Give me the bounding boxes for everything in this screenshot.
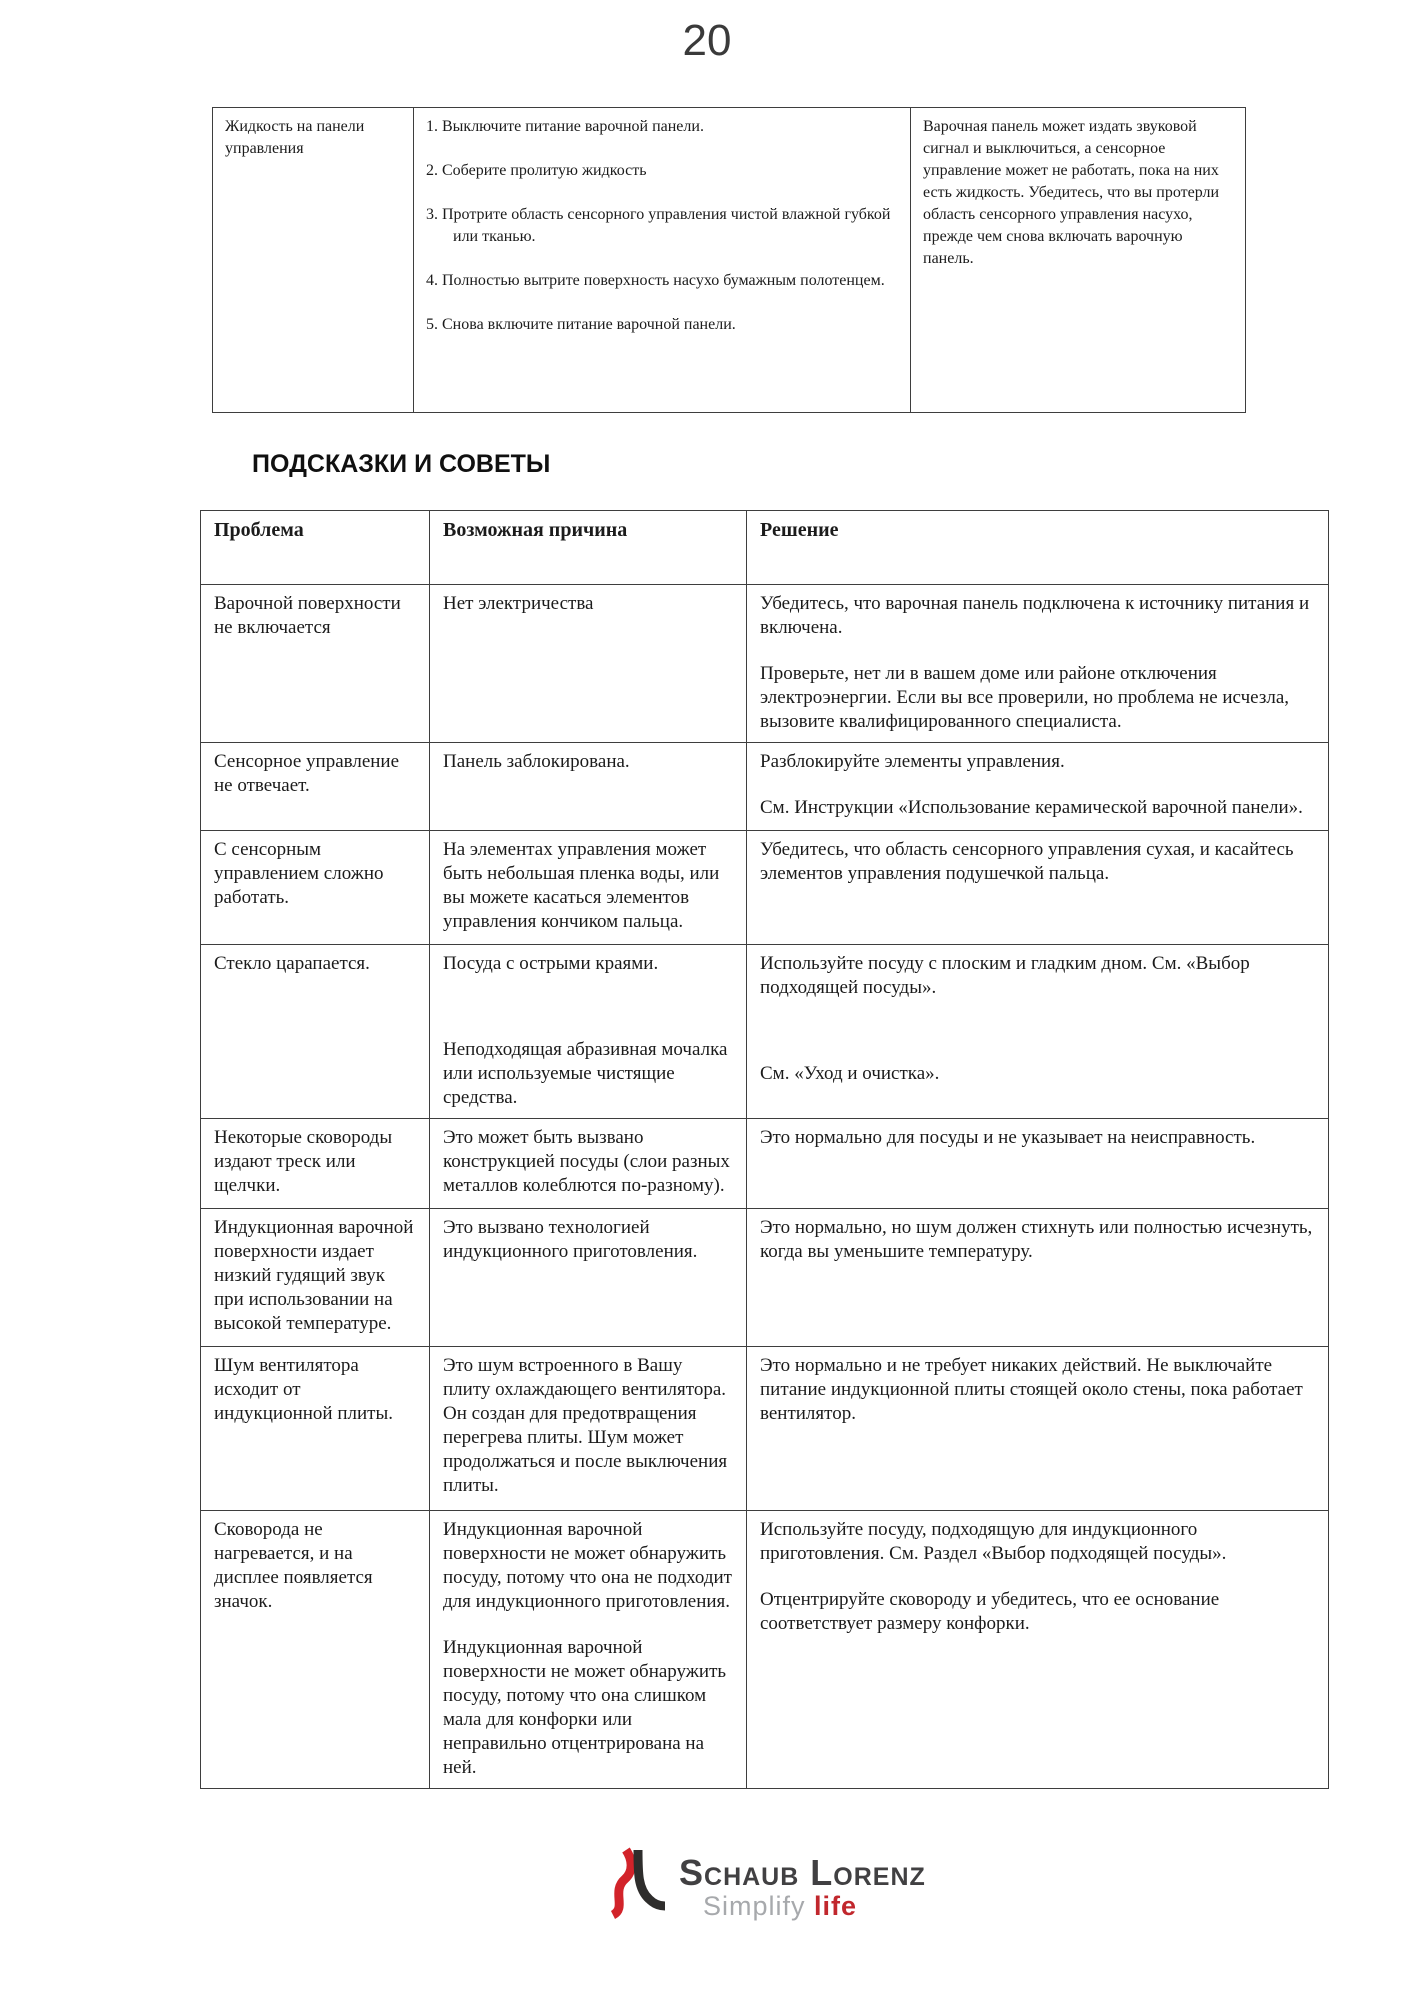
cause-cell	[430, 831, 747, 945]
cause-paragraph: Это вызвано технологией индукционного приготовления.	[443, 1217, 698, 1262]
problem-paragraph: Некоторые сковороды издают треск или щелчки.	[214, 1127, 393, 1196]
problem-cell	[201, 743, 430, 831]
cause-cell	[430, 1511, 747, 1789]
cause-cell	[430, 743, 747, 831]
header-cause: Возможная причина	[430, 511, 747, 585]
spill-step: 4. Полностью вытрите поверхность насухо бумажным полотенцем.	[426, 272, 885, 289]
problem-paragraph: Сенсорное управление не отвечает.	[214, 751, 400, 796]
tips-header-row	[201, 511, 1329, 585]
problem-cell	[201, 1511, 430, 1789]
solution-cell	[747, 1119, 1329, 1209]
solution-paragraph: Убедитесь, что варочная панель подключена к источнику питания и включена.	[760, 593, 1310, 638]
cause-paragraph	[443, 998, 733, 1016]
spill-step: 3. Протрите область сенсорного управления чистой влажной губкой или тканью.	[426, 206, 891, 245]
tips-row	[201, 743, 1329, 831]
spill-step: 2. Соберите пролитую жидкость	[426, 162, 647, 179]
spill-problem-cell	[213, 108, 414, 413]
tips-row	[201, 1511, 1329, 1789]
tips-table	[200, 510, 1329, 1789]
solution-paragraph: См. Инструкции «Использование керамической варочной панели».	[760, 797, 1303, 818]
solution-cell	[747, 743, 1329, 831]
page-number: 20	[682, 16, 732, 65]
tagline-life: life	[814, 1891, 858, 1921]
spill-note-text: Варочная панель может издать звуковой сигнал и выключиться, а сенсорное управление может не работать, пока на них есть жидкость. Убедитесь, что вы протерли область сенсорного управления насухо, прежде чем снова включать варочную панель.	[923, 118, 1220, 267]
tips-row	[201, 831, 1329, 945]
cause-paragraph: Индукционная варочной поверхности не может обнаружить посуду, потому что она слишком мала для конфорки или неправильно отцентрирована на ней.	[443, 1637, 727, 1778]
solution-cell	[747, 1209, 1329, 1347]
brand-logo	[603, 1840, 926, 1920]
solution-paragraph: См. «Уход и очистка».	[760, 1063, 940, 1084]
cause-paragraph: Посуда с острыми краями.	[443, 953, 659, 974]
brand-tagline	[703, 1892, 926, 1920]
tips-row	[201, 1347, 1329, 1511]
problem-cell	[201, 585, 430, 743]
section-title: ПОДСКАЗКИ И СОВЕТЫ	[252, 450, 551, 478]
cause-paragraph: Панель заблокирована.	[443, 751, 630, 772]
cause-paragraph: Это шум встроенного в Вашу плиту охлаждающего вентилятора. Он создан для предотвращения перегрева плиты. Шум может продолжаться и после выключения плиты.	[443, 1355, 728, 1496]
spill-troubleshooting-table	[212, 107, 1246, 413]
cause-cell	[430, 945, 747, 1119]
solution-paragraph: Это нормально для посуды и не указывает на неисправность.	[760, 1127, 1256, 1148]
solution-cell	[747, 831, 1329, 945]
logo-text-block	[679, 1852, 926, 1921]
spill-row	[213, 108, 1246, 413]
problem-cell	[201, 831, 430, 945]
cause-cell	[430, 585, 747, 743]
schaub-lorenz-sl-icon	[603, 1844, 665, 1920]
header-solution: Решение	[747, 511, 1329, 585]
cause-paragraph: Неподходящая абразивная мочалка или используемые чистящие средства.	[443, 1039, 728, 1108]
solution-paragraph: Проверьте, нет ли в вашем доме или районе отключения электроэнергии. Если вы все проверили, но проблема не исчезла, вызовите квалифицированного специалиста.	[760, 663, 1290, 732]
solution-paragraph: Это нормально и не требует никаких действий. Не выключайте питание индукционной плиты стоящей около стены, пока работает вентилятор.	[760, 1355, 1303, 1424]
solution-paragraph: Используйте посуду, подходящую для индукционного приготовления. См. Раздел «Выбор подходящей посуды».	[760, 1519, 1227, 1564]
brand-name: Schaub Lorenz	[679, 1852, 926, 1893]
cause-cell	[430, 1209, 747, 1347]
solution-cell	[747, 1347, 1329, 1511]
solution-paragraph: Разблокируйте элементы управления.	[760, 751, 1065, 772]
solution-paragraph: Это нормально, но шум должен стихнуть или полностью исчезнуть, когда вы уменьшите температуру.	[760, 1217, 1313, 1262]
cause-cell	[430, 1119, 747, 1209]
solution-cell	[747, 585, 1329, 743]
problem-paragraph: Варочной поверхности не включается	[214, 593, 401, 638]
problem-cell	[201, 1209, 430, 1347]
problem-paragraph: Сковорода не нагревается, и на дисплее появляется значок.	[214, 1519, 373, 1612]
problem-paragraph: Индукционная варочной поверхности издает низкий гудящий звук при использовании на высокой температуре.	[214, 1217, 414, 1334]
cause-cell	[430, 1347, 747, 1511]
solution-cell	[747, 1511, 1329, 1789]
header-problem: Проблема	[201, 511, 430, 585]
problem-cell	[201, 1119, 430, 1209]
problem-paragraph: Стекло царапается.	[214, 953, 370, 974]
tips-table-body	[201, 585, 1329, 1789]
tips-row	[201, 585, 1329, 743]
solution-paragraph: Отцентрируйте сковороду и убедитесь, что ее основание соответствует размеру конфорки.	[760, 1589, 1220, 1634]
problem-paragraph: С сенсорным управлением сложно работать.	[214, 839, 384, 908]
solution-paragraph	[760, 1022, 1315, 1040]
solution-cell	[747, 945, 1329, 1119]
problem-paragraph: Шум вентилятора исходит от индукционной плиты.	[214, 1355, 393, 1424]
spill-step: 1. Выключите питание варочной панели.	[426, 118, 704, 135]
tagline-simplify: Simplify	[703, 1891, 806, 1921]
cause-paragraph: Индукционная варочной поверхности не может обнаружить посуду, потому что она не подходит для индукционного приготовления.	[443, 1519, 732, 1612]
spill-problem-text: Жидкость на панели управления	[225, 118, 365, 157]
cause-paragraph: Нет электричества	[443, 593, 594, 614]
solution-paragraph: Используйте посуду с плоским и гладким дном. См. «Выбор подходящей посуды».	[760, 953, 1250, 998]
tips-row	[201, 945, 1329, 1119]
problem-cell	[201, 945, 430, 1119]
spill-step: 5. Снова включите питание варочной панели.	[426, 316, 736, 333]
spill-steps-cell	[414, 108, 911, 413]
spill-steps-list	[426, 116, 898, 336]
tips-row	[201, 1119, 1329, 1209]
tips-row	[201, 1209, 1329, 1347]
cause-paragraph: Это может быть вызвано конструкцией посуды (слои разных металлов колеблются по-разному).	[443, 1127, 730, 1196]
problem-cell	[201, 1347, 430, 1511]
solution-paragraph: Убедитесь, что область сенсорного управления сухая, и касайтесь элементов управления подушечкой пальца.	[760, 839, 1294, 884]
spill-note-cell	[911, 108, 1246, 413]
cause-paragraph: На элементах управления может быть небольшая пленка воды, или вы можете касаться элементов управления кончиком пальца.	[443, 839, 720, 932]
